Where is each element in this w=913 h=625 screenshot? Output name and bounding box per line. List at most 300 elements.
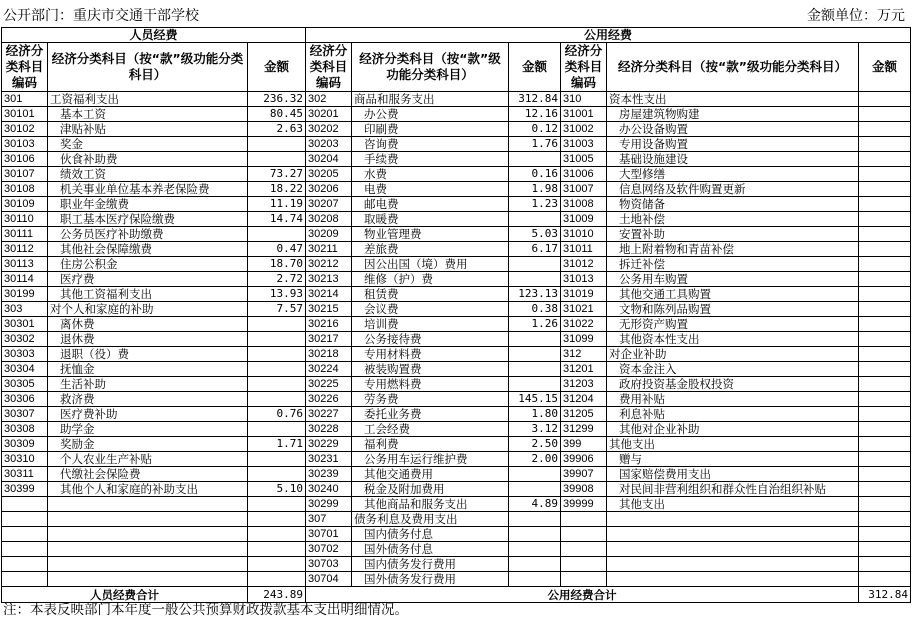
capital-amount-cell	[859, 347, 911, 362]
personnel-name-cell: 职业年金缴费	[48, 197, 248, 212]
capital-name-cell: 地上附着物和青苗补偿	[607, 242, 859, 257]
goods-code-cell: 30207	[306, 197, 352, 212]
capital-amount-cell	[859, 212, 911, 227]
personnel-amount-cell	[248, 452, 306, 467]
personnel-name-cell: 津贴补贴	[48, 122, 248, 137]
goods-amount-cell: 1.80	[509, 407, 561, 422]
personnel-code-cell: 30112	[2, 242, 48, 257]
capital-amount-cell	[859, 497, 911, 512]
personnel-name-cell: 医疗费	[48, 272, 248, 287]
table-row	[2, 242, 911, 257]
personnel-code-cell	[2, 527, 48, 542]
capital-name-cell: 安置补助	[607, 227, 859, 242]
goods-name-cell: 租赁费	[352, 287, 509, 302]
goods-amount-cell	[509, 482, 561, 497]
capital-name-cell: 费用补贴	[607, 392, 859, 407]
capital-code-cell: 31012	[561, 257, 607, 272]
goods-amount-cell: 0.12	[509, 122, 561, 137]
goods-amount-cell: 0.16	[509, 167, 561, 182]
goods-name-cell: 专用燃料费	[352, 377, 509, 392]
goods-name-cell: 咨询费	[352, 137, 509, 152]
personnel-code-cell: 30301	[2, 317, 48, 332]
personnel-code-cell: 30307	[2, 407, 48, 422]
footnote: 注：本表反映部门本年度一般公共预算财政拨款基本支出明细情况。	[3, 602, 408, 618]
goods-code-cell: 30239	[306, 467, 352, 482]
goods-code-cell: 30203	[306, 137, 352, 152]
goods-code-cell: 30240	[306, 482, 352, 497]
personnel-name-cell	[48, 557, 248, 572]
capital-amount-cell	[859, 287, 911, 302]
capital-code-cell: 31013	[561, 272, 607, 287]
capital-amount-cell	[859, 302, 911, 317]
goods-code-cell: 30206	[306, 182, 352, 197]
goods-name-cell: 办公费	[352, 107, 509, 122]
goods-name-cell: 因公出国（境）费用	[352, 257, 509, 272]
table-row	[2, 512, 911, 527]
capital-name-cell: 其他支出	[607, 437, 859, 452]
personnel-code-cell: 30302	[2, 332, 48, 347]
table-row	[2, 272, 911, 287]
goods-amount-cell: 6.17	[509, 242, 561, 257]
capital-amount-cell	[859, 557, 911, 572]
goods-name-cell: 物业管理费	[352, 227, 509, 242]
personnel-name-cell: 工资福利支出	[48, 92, 248, 107]
personnel-amount-cell: 11.19	[248, 197, 306, 212]
goods-name-cell: 公务接待费	[352, 332, 509, 347]
table-row	[2, 392, 911, 407]
personnel-amount-cell: 18.70	[248, 257, 306, 272]
capital-name-cell	[607, 572, 859, 587]
capital-code-cell: 31011	[561, 242, 607, 257]
personnel-code-cell: 30103	[2, 137, 48, 152]
capital-code-cell	[561, 512, 607, 527]
name-header: 经济分类科目（按“款”级功能分类科目）	[352, 43, 509, 92]
name-header: 经济分类科目（按“款”级功能分类科目）	[607, 43, 859, 92]
goods-amount-cell: 1.26	[509, 317, 561, 332]
goods-name-cell: 委托业务费	[352, 407, 509, 422]
table-row	[2, 467, 911, 482]
unit-label: 金额单位：万元	[807, 8, 905, 24]
goods-name-cell: 被装购置费	[352, 362, 509, 377]
code-header: 经济分类科目编码	[306, 43, 352, 92]
capital-name-cell: 国家赔偿费用支出	[607, 467, 859, 482]
capital-code-cell: 399	[561, 437, 607, 452]
goods-code-cell: 30201	[306, 107, 352, 122]
goods-name-cell: 维修（护）费	[352, 272, 509, 287]
goods-amount-cell: 145.15	[509, 392, 561, 407]
personnel-name-cell	[48, 542, 248, 557]
table-row	[2, 482, 911, 497]
capital-name-cell: 土地补偿	[607, 212, 859, 227]
capital-amount-cell	[859, 317, 911, 332]
capital-name-cell: 其他交通工具购置	[607, 287, 859, 302]
goods-name-cell: 商品和服务支出	[352, 92, 509, 107]
capital-amount-cell	[859, 422, 911, 437]
capital-name-cell	[607, 512, 859, 527]
goods-name-cell: 其他商品和服务支出	[352, 497, 509, 512]
personnel-name-cell: 伙食补助费	[48, 152, 248, 167]
goods-amount-cell: 0.38	[509, 302, 561, 317]
personnel-amount-cell	[248, 377, 306, 392]
goods-amount-cell: 1.76	[509, 137, 561, 152]
personnel-amount-cell: 7.57	[248, 302, 306, 317]
goods-amount-cell	[509, 332, 561, 347]
capital-name-cell: 房屋建筑物购建	[607, 107, 859, 122]
personnel-amount-cell: 80.45	[248, 107, 306, 122]
capital-name-cell	[607, 557, 859, 572]
table-row	[2, 152, 911, 167]
capital-code-cell: 31021	[561, 302, 607, 317]
goods-amount-cell	[509, 542, 561, 557]
capital-amount-cell	[859, 332, 911, 347]
personnel-code-cell: 303	[2, 302, 48, 317]
goods-amount-cell	[509, 572, 561, 587]
capital-code-cell	[561, 557, 607, 572]
capital-amount-cell	[859, 527, 911, 542]
capital-amount-cell	[859, 92, 911, 107]
personnel-amount-cell	[248, 422, 306, 437]
goods-code-cell: 30213	[306, 272, 352, 287]
goods-amount-cell: 4.89	[509, 497, 561, 512]
capital-name-cell: 赠与	[607, 452, 859, 467]
personnel-code-cell: 30109	[2, 197, 48, 212]
goods-name-cell: 会议费	[352, 302, 509, 317]
goods-name-cell: 其他交通费用	[352, 467, 509, 482]
capital-name-cell: 资本金注入	[607, 362, 859, 377]
table-row	[2, 137, 911, 152]
table-row	[2, 542, 911, 557]
table-row	[2, 182, 911, 197]
personnel-code-cell: 30108	[2, 182, 48, 197]
personnel-name-cell: 公务员医疗补助缴费	[48, 227, 248, 242]
public-group-header: 公用经费	[306, 28, 911, 43]
capital-amount-cell	[859, 137, 911, 152]
personnel-name-cell: 住房公积金	[48, 257, 248, 272]
capital-code-cell: 31008	[561, 197, 607, 212]
goods-name-cell: 公务用车运行维护费	[352, 452, 509, 467]
capital-name-cell: 信息网络及软件购置更新	[607, 182, 859, 197]
goods-amount-cell	[509, 212, 561, 227]
capital-amount-cell	[859, 167, 911, 182]
personnel-code-cell: 30102	[2, 122, 48, 137]
goods-code-cell: 30216	[306, 317, 352, 332]
table-row	[2, 437, 911, 452]
capital-amount-cell	[859, 377, 911, 392]
capital-name-cell: 对企业补助	[607, 347, 859, 362]
goods-amount-cell	[509, 362, 561, 377]
capital-name-cell: 其他资本性支出	[607, 332, 859, 347]
capital-amount-cell	[859, 392, 911, 407]
capital-code-cell: 310	[561, 92, 607, 107]
goods-code-cell: 30209	[306, 227, 352, 242]
personnel-amount-cell	[248, 227, 306, 242]
personnel-code-cell: 30304	[2, 362, 48, 377]
capital-amount-cell	[859, 197, 911, 212]
capital-code-cell: 39908	[561, 482, 607, 497]
personnel-amount-cell: 5.10	[248, 482, 306, 497]
capital-code-cell: 31009	[561, 212, 607, 227]
goods-code-cell: 30212	[306, 257, 352, 272]
name-header: 经济分类科目（按“款”级功能分类科目）	[48, 43, 248, 92]
table-row	[2, 197, 911, 212]
personnel-code-cell: 301	[2, 92, 48, 107]
personnel-name-cell: 生活补助	[48, 377, 248, 392]
personnel-code-cell	[2, 512, 48, 527]
table-row	[2, 347, 911, 362]
personnel-amount-cell	[248, 572, 306, 587]
personnel-name-cell: 职工基本医疗保险缴费	[48, 212, 248, 227]
table-row	[2, 527, 911, 542]
personnel-amount-cell: 2.72	[248, 272, 306, 287]
personnel-code-cell: 30308	[2, 422, 48, 437]
table-row	[2, 452, 911, 467]
personnel-name-cell: 医疗费补助	[48, 407, 248, 422]
personnel-code-cell: 30311	[2, 467, 48, 482]
personnel-total-amount: 243.89	[248, 587, 306, 603]
goods-code-cell: 30231	[306, 452, 352, 467]
personnel-amount-cell	[248, 542, 306, 557]
capital-amount-cell	[859, 122, 911, 137]
goods-code-cell: 30215	[306, 302, 352, 317]
table-row	[2, 422, 911, 437]
capital-amount-cell	[859, 572, 911, 587]
capital-name-cell: 拆迁补偿	[607, 257, 859, 272]
goods-code-cell: 30228	[306, 422, 352, 437]
goods-amount-cell: 2.00	[509, 452, 561, 467]
capital-code-cell: 31099	[561, 332, 607, 347]
goods-code-cell: 30702	[306, 542, 352, 557]
personnel-amount-cell: 14.74	[248, 212, 306, 227]
personnel-name-cell: 绩效工资	[48, 167, 248, 182]
goods-name-cell: 专用材料费	[352, 347, 509, 362]
goods-amount-cell: 1.98	[509, 182, 561, 197]
personnel-code-cell: 30199	[2, 287, 48, 302]
table-row	[2, 572, 911, 587]
goods-code-cell: 30218	[306, 347, 352, 362]
goods-name-cell: 福利费	[352, 437, 509, 452]
goods-name-cell: 印刷费	[352, 122, 509, 137]
capital-code-cell: 31019	[561, 287, 607, 302]
personnel-name-cell: 个人农业生产补贴	[48, 452, 248, 467]
personnel-code-cell: 30101	[2, 107, 48, 122]
personnel-code-cell: 30113	[2, 257, 48, 272]
personnel-name-cell: 机关事业单位基本养老保险费	[48, 182, 248, 197]
capital-code-cell: 39906	[561, 452, 607, 467]
table-row	[2, 557, 911, 572]
department-label: 公开部门：重庆市交通干部学校	[3, 8, 199, 24]
expenditure-table	[1, 27, 911, 603]
code-header: 经济分类科目编码	[2, 43, 48, 92]
capital-amount-cell	[859, 512, 911, 527]
personnel-amount-cell: 0.76	[248, 407, 306, 422]
goods-code-cell: 30226	[306, 392, 352, 407]
personnel-group-header: 人员经费	[2, 28, 306, 43]
personnel-amount-cell	[248, 347, 306, 362]
capital-amount-cell	[859, 107, 911, 122]
goods-amount-cell	[509, 512, 561, 527]
capital-code-cell: 31022	[561, 317, 607, 332]
personnel-code-cell: 30303	[2, 347, 48, 362]
goods-amount-cell: 123.13	[509, 287, 561, 302]
personnel-amount-cell	[248, 497, 306, 512]
capital-name-cell: 其他对企业补助	[607, 422, 859, 437]
capital-name-cell: 物资储备	[607, 197, 859, 212]
goods-code-cell: 30204	[306, 152, 352, 167]
goods-name-cell: 债务利息及费用支出	[352, 512, 509, 527]
goods-name-cell: 工会经费	[352, 422, 509, 437]
goods-name-cell: 水费	[352, 167, 509, 182]
table-row	[2, 92, 911, 107]
table-row	[2, 167, 911, 182]
goods-amount-cell	[509, 152, 561, 167]
goods-code-cell: 30227	[306, 407, 352, 422]
capital-name-cell: 其他支出	[607, 497, 859, 512]
personnel-amount-cell	[248, 557, 306, 572]
amount-header: 金额	[248, 43, 306, 92]
personnel-code-cell: 30111	[2, 227, 48, 242]
personnel-name-cell: 代缴社会保险费	[48, 467, 248, 482]
table-row	[2, 497, 911, 512]
capital-amount-cell	[859, 542, 911, 557]
goods-code-cell: 30703	[306, 557, 352, 572]
goods-name-cell: 劳务费	[352, 392, 509, 407]
personnel-code-cell: 30309	[2, 437, 48, 452]
personnel-name-cell: 其他个人和家庭的补助支出	[48, 482, 248, 497]
capital-code-cell	[561, 527, 607, 542]
goods-name-cell: 培训费	[352, 317, 509, 332]
table-row	[2, 317, 911, 332]
personnel-name-cell: 离休费	[48, 317, 248, 332]
goods-code-cell: 30217	[306, 332, 352, 347]
personnel-code-cell: 30306	[2, 392, 48, 407]
goods-code-cell: 307	[306, 512, 352, 527]
personnel-code-cell	[2, 542, 48, 557]
capital-code-cell: 31010	[561, 227, 607, 242]
code-header: 经济分类科目编码	[561, 43, 607, 92]
capital-amount-cell	[859, 182, 911, 197]
table-row	[2, 122, 911, 137]
capital-name-cell	[607, 527, 859, 542]
capital-code-cell: 31003	[561, 137, 607, 152]
personnel-code-cell: 30399	[2, 482, 48, 497]
personnel-code-cell: 30110	[2, 212, 48, 227]
personnel-code-cell	[2, 497, 48, 512]
goods-amount-cell	[509, 527, 561, 542]
capital-amount-cell	[859, 407, 911, 422]
capital-name-cell: 公务用车购置	[607, 272, 859, 287]
personnel-amount-cell: 18.22	[248, 182, 306, 197]
personnel-name-cell: 救济费	[48, 392, 248, 407]
capital-amount-cell	[859, 242, 911, 257]
goods-amount-cell	[509, 557, 561, 572]
personnel-name-cell: 对个人和家庭的补助	[48, 302, 248, 317]
goods-amount-cell	[509, 272, 561, 287]
capital-name-cell: 无形资产购置	[607, 317, 859, 332]
personnel-total-label: 人员经费合计	[2, 587, 248, 603]
capital-name-cell: 资本性支出	[607, 92, 859, 107]
goods-name-cell: 邮电费	[352, 197, 509, 212]
capital-code-cell	[561, 542, 607, 557]
personnel-name-cell	[48, 497, 248, 512]
capital-code-cell: 31205	[561, 407, 607, 422]
table-row	[2, 302, 911, 317]
personnel-code-cell: 30107	[2, 167, 48, 182]
table-row	[2, 377, 911, 392]
goods-amount-cell: 2.50	[509, 437, 561, 452]
personnel-name-cell: 退休费	[48, 332, 248, 347]
personnel-amount-cell	[248, 332, 306, 347]
goods-name-cell: 国外债务付息	[352, 542, 509, 557]
capital-amount-cell	[859, 227, 911, 242]
capital-code-cell	[561, 572, 607, 587]
personnel-amount-cell	[248, 527, 306, 542]
capital-amount-cell	[859, 437, 911, 452]
personnel-amount-cell	[248, 317, 306, 332]
capital-code-cell: 31007	[561, 182, 607, 197]
goods-amount-cell	[509, 347, 561, 362]
capital-name-cell: 办公设备购置	[607, 122, 859, 137]
capital-amount-cell	[859, 257, 911, 272]
capital-amount-cell	[859, 452, 911, 467]
goods-name-cell: 电费	[352, 182, 509, 197]
personnel-name-cell: 奖励金	[48, 437, 248, 452]
goods-code-cell: 30704	[306, 572, 352, 587]
personnel-amount-cell	[248, 512, 306, 527]
capital-name-cell: 对民间非营利组织和群众性自治组织补贴	[607, 482, 859, 497]
goods-code-cell: 30299	[306, 497, 352, 512]
personnel-code-cell: 30106	[2, 152, 48, 167]
public-total-amount: 312.84	[859, 587, 911, 603]
table-row	[2, 227, 911, 242]
personnel-name-cell: 其他工资福利支出	[48, 287, 248, 302]
capital-code-cell: 312	[561, 347, 607, 362]
goods-code-cell: 30205	[306, 167, 352, 182]
goods-code-cell: 30229	[306, 437, 352, 452]
goods-amount-cell: 312.84	[509, 92, 561, 107]
personnel-amount-cell	[248, 392, 306, 407]
personnel-amount-cell: 2.63	[248, 122, 306, 137]
goods-code-cell: 30225	[306, 377, 352, 392]
public-total-label: 公用经费合计	[306, 587, 859, 603]
goods-name-cell: 国内债务付息	[352, 527, 509, 542]
goods-code-cell: 30211	[306, 242, 352, 257]
table-row	[2, 257, 911, 272]
capital-name-cell: 利息补贴	[607, 407, 859, 422]
goods-amount-cell: 5.03	[509, 227, 561, 242]
personnel-code-cell: 30310	[2, 452, 48, 467]
capital-code-cell: 39999	[561, 497, 607, 512]
capital-amount-cell	[859, 362, 911, 377]
goods-amount-cell	[509, 377, 561, 392]
table-row	[2, 362, 911, 377]
personnel-code-cell	[2, 557, 48, 572]
goods-code-cell: 30701	[306, 527, 352, 542]
table-row	[2, 332, 911, 347]
personnel-amount-cell: 236.32	[248, 92, 306, 107]
goods-amount-cell: 12.16	[509, 107, 561, 122]
personnel-name-cell: 助学金	[48, 422, 248, 437]
capital-code-cell: 31299	[561, 422, 607, 437]
personnel-amount-cell: 0.47	[248, 242, 306, 257]
personnel-name-cell: 其他社会保障缴费	[48, 242, 248, 257]
personnel-amount-cell: 13.93	[248, 287, 306, 302]
capital-name-cell: 文物和陈列品购置	[607, 302, 859, 317]
goods-code-cell: 30208	[306, 212, 352, 227]
personnel-amount-cell	[248, 152, 306, 167]
goods-name-cell: 国内债务发行费用	[352, 557, 509, 572]
amount-header: 金额	[859, 43, 911, 92]
goods-name-cell: 差旅费	[352, 242, 509, 257]
